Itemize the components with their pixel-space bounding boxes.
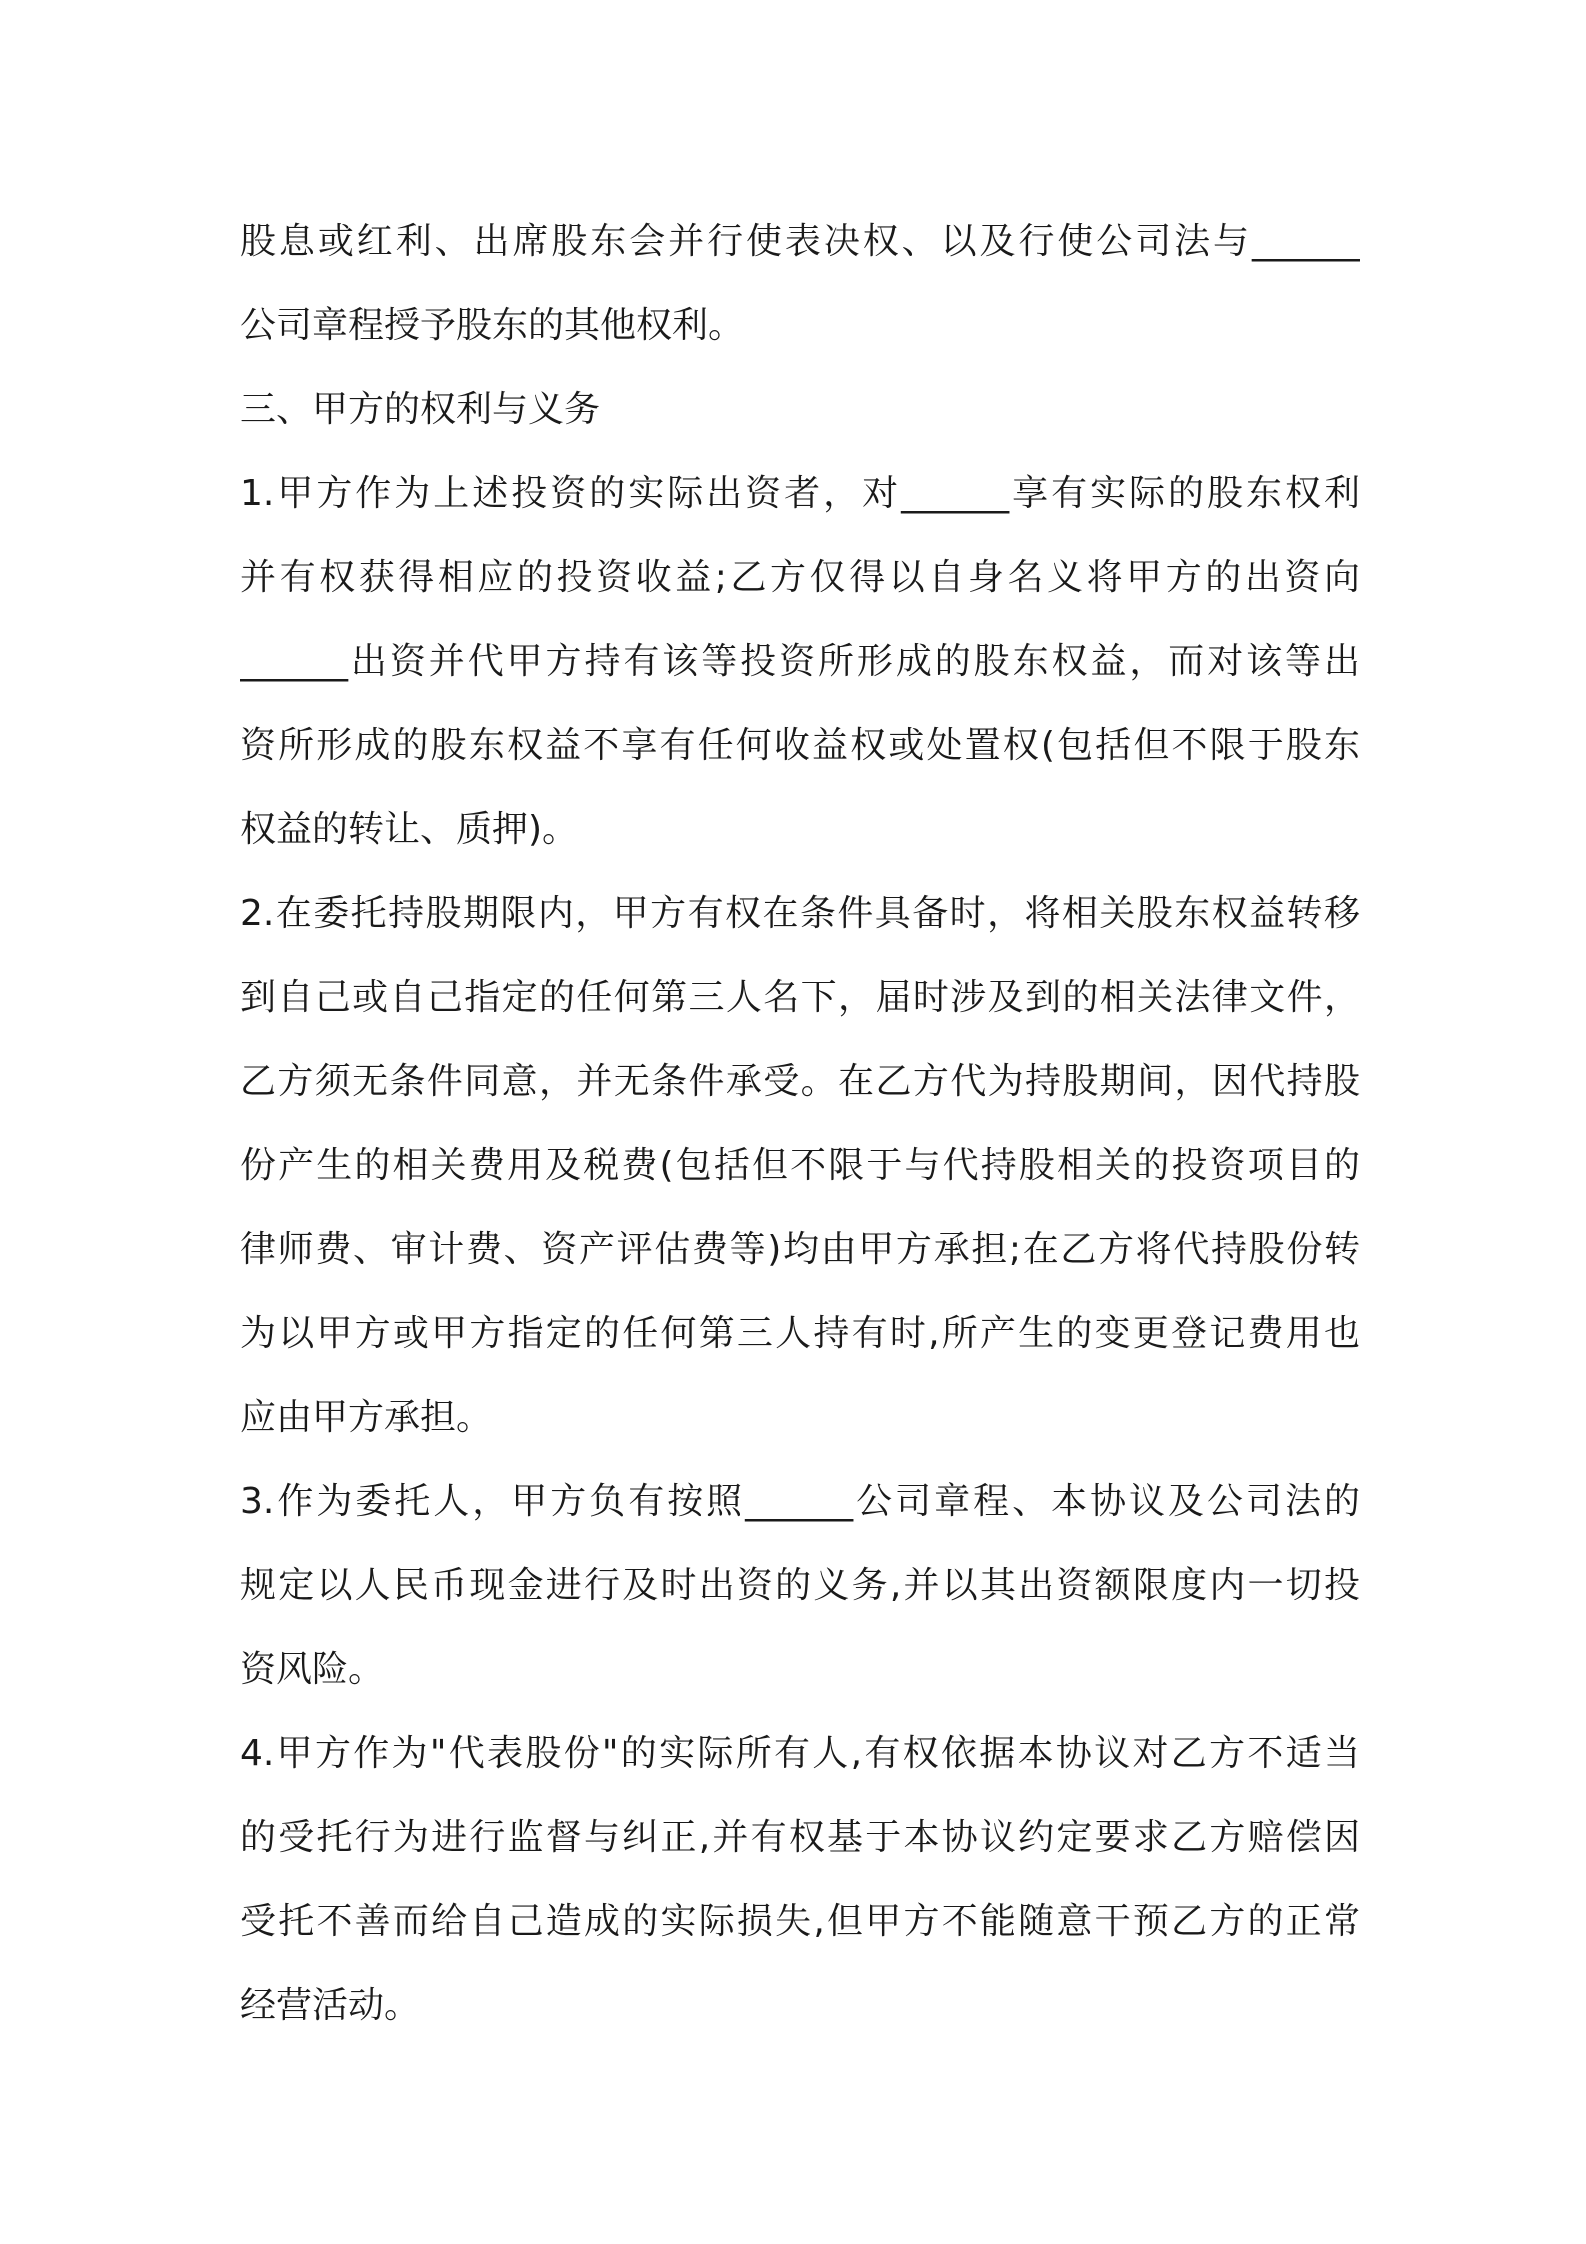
text-line: 股息或红利、出席股东会并行使表决权、以及行使公司法与______ xyxy=(240,221,1360,262)
text-line: 份产生的相关费用及税费(包括但不限于与代持股相关的投资项目的 xyxy=(240,1145,1360,1186)
text-line: 经营活动。 xyxy=(240,1985,421,2026)
text-line: 资风险。 xyxy=(240,1649,385,1690)
text-line: 4.甲方作为"代表股份"的实际所有人,有权依据本协议对乙方不适当 xyxy=(240,1733,1360,1774)
text-line: 资所形成的股东权益不享有任何收益权或处置权(包括但不限于股东 xyxy=(240,725,1360,766)
text-line: 应由甲方承担。 xyxy=(240,1397,493,1438)
text-line: 规定以人民币现金进行及时出资的义务,并以其出资额限度内一切投 xyxy=(240,1565,1360,1606)
document-body xyxy=(240,200,1360,2048)
text-line: 2.在委托持股期限内，甲方有权在条件具备时，将相关股东权益转移 xyxy=(240,893,1360,934)
text-line: 受托不善而给自己造成的实际损失,但甲方不能随意干预乙方的正常 xyxy=(240,1901,1360,1942)
text-line: 3.作为委托人，甲方负有按照______公司章程、本协议及公司法的 xyxy=(240,1481,1360,1522)
text-line: ______出资并代甲方持有该等投资所形成的股东权益，而对该等出 xyxy=(240,641,1360,682)
text-line: 为以甲方或甲方指定的任何第三人持有时,所产生的变更登记费用也 xyxy=(240,1313,1360,1354)
text-line: 权益的转让、质押)。 xyxy=(240,809,579,850)
text-line: 并有权获得相应的投资收益;乙方仅得以自身名义将甲方的出资向 xyxy=(240,557,1360,598)
text-line: 到自己或自己指定的任何第三人名下，届时涉及到的相关法律文件， xyxy=(240,977,1360,1018)
section-heading: 三、甲方的权利与义务 xyxy=(240,389,601,430)
text-line: 乙方须无条件同意，并无条件承受。在乙方代为持股期间，因代持股 xyxy=(240,1061,1360,1102)
text-line: 的受托行为进行监督与纠正,并有权基于本协议约定要求乙方赔偿因 xyxy=(240,1817,1360,1858)
text-line: 律师费、审计费、资产评估费等)均由甲方承担;在乙方将代持股份转 xyxy=(240,1229,1360,1270)
text-line: 公司章程授予股东的其他权利。 xyxy=(240,305,745,346)
text-line: 1.甲方作为上述投资的实际出资者，对______享有实际的股东权利 xyxy=(240,473,1360,514)
